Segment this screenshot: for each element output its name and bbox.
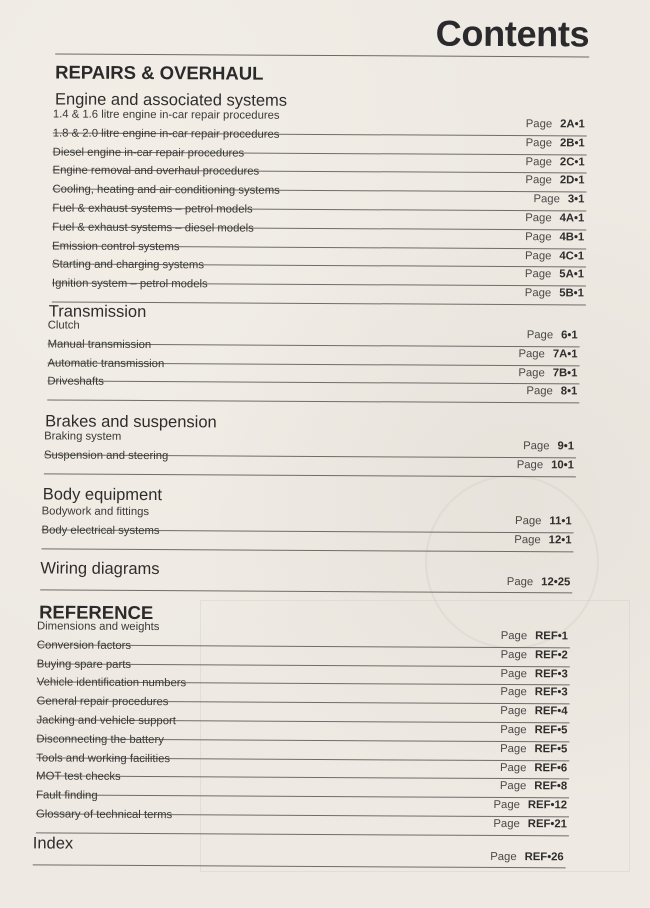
page-number: REF•1 — [535, 630, 569, 643]
entry-label: Manual transmission — [47, 338, 152, 351]
section-heading-wiring: Wiring diagrams — [40, 559, 160, 579]
entry-label: Cooling, heating and air conditioning systems — [52, 183, 280, 197]
entry-label: Fault finding — [36, 789, 98, 802]
page-word: Page — [516, 458, 544, 472]
entry-label: Automatic transmission — [47, 357, 165, 370]
page-reference — [525, 212, 584, 224]
page-word: Page — [524, 249, 552, 262]
page-word: Page — [499, 761, 527, 774]
entry-label: Disconnecting the battery — [36, 733, 164, 746]
page-word: Page — [524, 287, 552, 300]
page-number: 11•1 — [549, 515, 572, 528]
page-number: 4C•1 — [559, 249, 585, 263]
toc-list-wiring — [40, 559, 572, 593]
page-number: REF•4 — [534, 705, 568, 718]
page-reference — [501, 668, 568, 680]
page-reference — [533, 193, 584, 205]
page-reference — [501, 630, 568, 642]
page-number: REF•26 — [524, 851, 564, 864]
page-reference — [500, 780, 567, 792]
page-word: Page — [525, 136, 553, 150]
page-number: 12•1 — [548, 534, 572, 547]
page-reference — [514, 534, 571, 546]
page-word: Page — [500, 742, 527, 755]
page-number: 4A•1 — [559, 212, 585, 225]
entry-label: Body electrical systems — [41, 524, 160, 537]
page-number: 2C•1 — [559, 155, 585, 169]
page-number: 4B•1 — [559, 231, 585, 244]
page-number: 2B•1 — [560, 137, 585, 150]
page-word: Page — [499, 780, 527, 793]
page-reference — [526, 156, 585, 168]
page-number: 10•1 — [551, 459, 574, 472]
page-word: Page — [500, 705, 527, 718]
page-reference — [517, 459, 574, 471]
section-heading-body: Body equipment — [42, 485, 163, 505]
entry-label: Buying spare parts — [36, 657, 132, 671]
part-heading-repairs: REPAIRS & OVERHAUL — [55, 61, 264, 84]
toc-list-index — [32, 834, 566, 868]
page-reference — [515, 515, 572, 527]
entry-label: Ignition system – petrol models — [51, 277, 208, 291]
part-heading-reference: REFERENCE — [39, 601, 154, 624]
page-word: Page — [525, 212, 552, 225]
page-reference — [500, 762, 567, 774]
page-word: Page — [526, 385, 553, 398]
toc-list-engine — [51, 108, 587, 305]
page-number: REF•21 — [527, 818, 567, 831]
toc-list-body — [41, 505, 573, 552]
page-reference — [500, 705, 567, 717]
page-reference — [490, 851, 564, 863]
page-reference — [500, 724, 567, 736]
page-word: Page — [500, 686, 527, 699]
page-number: REF•12 — [527, 799, 568, 812]
page-number: 8•1 — [560, 385, 578, 398]
entry-label: General repair procedures — [36, 695, 169, 709]
entry-label: Conversion factors — [36, 639, 132, 652]
page-word: Page — [506, 576, 534, 589]
page-number: 5A•1 — [559, 268, 585, 281]
page-number: 2A•1 — [560, 118, 585, 131]
page-word: Page — [518, 347, 545, 361]
section-heading-transmission: Transmission — [48, 302, 147, 321]
entry-label: Bodywork and fittings — [41, 505, 150, 519]
page-number: 6•1 — [561, 329, 578, 342]
page-number: REF•2 — [534, 648, 568, 662]
page-word: Page — [524, 268, 552, 281]
page-reference — [526, 118, 585, 130]
page-word: Page — [518, 366, 545, 379]
toc-entry[interactable] — [43, 449, 576, 477]
page-word: Page — [515, 515, 542, 528]
page-number: 3•1 — [567, 193, 585, 206]
entry-label: Diesel engine in-car repair procedures — [52, 146, 245, 160]
page-title: Contents — [435, 12, 590, 55]
section-heading-index: Index — [32, 834, 74, 853]
page-number: REF•8 — [534, 780, 568, 793]
page-word: Page — [493, 799, 520, 812]
page-word: Page — [533, 193, 560, 206]
page-reference — [493, 818, 567, 830]
page-word: Page — [490, 850, 517, 864]
page-number: REF•3 — [534, 686, 568, 699]
page-reference — [527, 329, 578, 341]
entry-label: 1.4 & 1.6 litre engine in-car repair procedures — [52, 108, 280, 122]
page-word: Page — [523, 440, 550, 453]
page-word: Page — [500, 629, 528, 643]
section-heading-engine: Engine and associated systems — [54, 90, 288, 110]
page-reference — [493, 799, 567, 811]
toc-list-brakes — [43, 430, 576, 477]
page-number: 12•25 — [541, 576, 571, 589]
page-reference — [500, 743, 567, 755]
entry-label: Driveshafts — [47, 375, 104, 389]
page-reference — [525, 287, 584, 299]
page-reference — [523, 440, 574, 452]
page-number: REF•6 — [534, 761, 568, 774]
entry-label: Fuel & exhaust systems – petrol models — [52, 202, 253, 216]
entry-label: 1.8 & 2.0 litre engine in-car repair procedures — [52, 127, 280, 141]
toc-list-reference — [35, 620, 570, 836]
page-reference — [525, 250, 584, 262]
page-word: Page — [525, 118, 553, 131]
page-reference — [507, 576, 571, 588]
entry-label: Emission control systems — [52, 240, 180, 253]
page-word: Page — [500, 723, 527, 737]
toc-entry[interactable] — [41, 524, 573, 552]
page-word: Page — [500, 667, 527, 680]
entry-label: Jacking and vehicle support — [36, 714, 176, 728]
page-word: Page — [500, 648, 528, 661]
page-reference — [525, 268, 584, 280]
page-reference — [501, 649, 568, 661]
page-reference — [500, 686, 567, 698]
page-reference — [518, 348, 577, 360]
toc-list-transmission — [47, 319, 579, 403]
toc-entry-index[interactable] — [32, 834, 566, 868]
page-reference — [526, 386, 577, 398]
page-number: REF•5 — [534, 742, 568, 756]
page-number: REF•3 — [534, 667, 568, 680]
page-word: Page — [525, 230, 552, 244]
page-word: Page — [526, 329, 554, 342]
toc-entry-wiring[interactable] — [40, 559, 572, 593]
toc-entry[interactable] — [35, 808, 569, 836]
page-word: Page — [514, 533, 541, 547]
page-number: 7B•1 — [552, 366, 578, 380]
entry-label: Tools and working facilities — [36, 751, 171, 765]
page-number: 2D•1 — [559, 174, 585, 187]
entry-label: Vehicle identification numbers — [36, 676, 187, 690]
page-reference — [526, 137, 585, 149]
entry-label: Glossary of technical terms — [35, 808, 173, 822]
toc-entry[interactable] — [47, 375, 579, 404]
page-reference — [525, 231, 584, 243]
section-heading-brakes: Brakes and suspension — [45, 412, 217, 432]
entry-label: Engine removal and overhaul procedures — [52, 164, 260, 179]
entry-label: Dimensions and weights — [36, 620, 160, 634]
page-word: Page — [493, 817, 520, 831]
page-reference — [525, 175, 584, 187]
entry-label: Clutch — [47, 319, 80, 332]
entry-label: Starting and charging systems — [52, 258, 205, 272]
page-number: 5B•1 — [559, 287, 584, 300]
page-number: 7A•1 — [552, 348, 578, 361]
page-word: Page — [525, 155, 552, 168]
page-reference — [518, 367, 577, 379]
page-number: REF•5 — [534, 724, 568, 737]
entry-label: Suspension and steering — [43, 449, 169, 462]
entry-label: Fuel & exhaust systems – diesel models — [52, 221, 254, 235]
page-word: Page — [525, 174, 552, 187]
entry-label: MOT test checks — [36, 770, 121, 784]
entry-label: Braking system — [44, 430, 122, 443]
page-number: 9•1 — [557, 440, 575, 453]
